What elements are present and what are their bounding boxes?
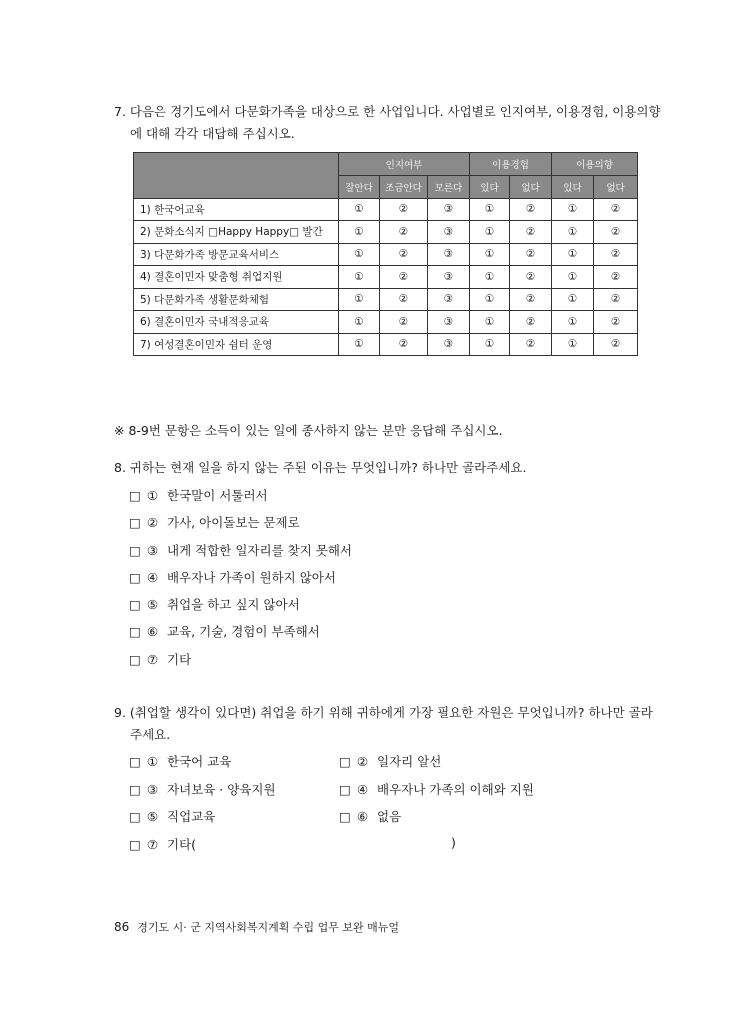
option-label: 없음 — [377, 809, 402, 824]
response-option[interactable]: ② — [380, 198, 428, 221]
response-option[interactable]: ① — [552, 198, 594, 221]
page-number: 86 — [114, 920, 130, 934]
table-row — [134, 221, 638, 244]
q8-option[interactable] — [129, 595, 300, 613]
item-header-cell — [134, 153, 339, 199]
option-number: ① — [146, 488, 159, 503]
response-option[interactable]: ① — [552, 333, 594, 356]
response-option[interactable]: ③ — [428, 333, 470, 356]
checkbox[interactable]: □ — [339, 809, 351, 824]
checkbox[interactable]: □ — [129, 782, 141, 797]
response-option[interactable]: ② — [380, 311, 428, 334]
response-option[interactable]: ① — [552, 243, 594, 266]
q8-question: 8. 귀하는 현재 일을 하지 않는 주된 이유는 무엇입니까? 하나만 골라주세요. — [114, 460, 527, 475]
subheader: 잘안다 — [339, 176, 380, 199]
response-option[interactable]: ① — [552, 311, 594, 334]
option-number: ④ — [356, 782, 369, 797]
response-option[interactable]: ② — [510, 243, 552, 266]
option-number: ① — [146, 754, 159, 769]
response-option[interactable]: ② — [594, 288, 638, 311]
option-number: ④ — [146, 570, 159, 585]
response-option[interactable]: ① — [339, 333, 380, 356]
q8-option[interactable] — [129, 568, 336, 586]
response-option[interactable]: ① — [470, 311, 510, 334]
option-label: 직업교육 — [167, 809, 216, 824]
response-option[interactable]: ② — [594, 311, 638, 334]
option-number: ③ — [146, 782, 159, 797]
checkbox[interactable]: □ — [129, 809, 141, 824]
row-label: 4) 결혼이민자 맞춤형 취업지원 — [134, 266, 339, 289]
response-option[interactable]: ① — [339, 198, 380, 221]
checkbox[interactable]: □ — [339, 782, 351, 797]
response-option[interactable]: ③ — [428, 311, 470, 334]
response-option[interactable]: ② — [510, 288, 552, 311]
table-row — [134, 333, 638, 356]
option-label: 배우자나 가족이 원하지 않아서 — [167, 570, 336, 585]
response-option[interactable]: ① — [470, 243, 510, 266]
option-label: 기타 — [167, 652, 192, 667]
group-header: 이용의향 — [552, 153, 638, 176]
option-number: ③ — [146, 543, 159, 558]
response-option[interactable]: ② — [594, 198, 638, 221]
option-number: ⑦ — [146, 837, 159, 852]
table-row — [134, 243, 638, 266]
checkbox[interactable]: □ — [129, 515, 141, 530]
option-label: 한국말이 서툴러서 — [167, 488, 268, 503]
page-footer — [114, 919, 399, 935]
q9-line2: 주세요. — [130, 727, 171, 742]
checkbox[interactable]: □ — [129, 754, 141, 769]
response-option[interactable]: ① — [552, 288, 594, 311]
option-label: 취업을 하고 싶지 않아서 — [167, 597, 300, 612]
response-option[interactable]: ② — [594, 243, 638, 266]
option-label: 자녀보육 · 양육지원 — [167, 782, 276, 797]
checkbox[interactable]: □ — [339, 754, 351, 769]
option-number: ② — [356, 754, 369, 769]
response-option[interactable]: ① — [339, 288, 380, 311]
checkbox[interactable]: □ — [129, 570, 141, 585]
row-label: 7) 여성결혼이민자 쉼터 운영 — [134, 333, 339, 356]
row-label: 1) 한국어교육 — [134, 198, 339, 221]
option-label: 내게 적합한 일자리를 찾지 못해서 — [167, 543, 352, 558]
subheader: 있다 — [470, 176, 510, 199]
option-number: ⑤ — [146, 809, 159, 824]
response-option[interactable]: ① — [470, 221, 510, 244]
option-number: ⑤ — [146, 597, 159, 612]
q9-line1: 9. (취업할 생각이 있다면) 취업을 하기 위해 귀하에게 가장 필요한 자원은 무엇입니까? 하나만 골라 — [114, 705, 653, 720]
subheader: 모른다 — [428, 176, 470, 199]
group-header: 인지여부 — [339, 153, 470, 176]
option-label: 교육, 기술, 경험이 부족해서 — [167, 624, 320, 639]
checkbox[interactable]: □ — [129, 837, 141, 852]
checkbox[interactable]: □ — [129, 652, 141, 667]
q8-option[interactable] — [129, 513, 300, 531]
option-label: 배우자나 가족의 이해와 지원 — [377, 782, 534, 797]
response-option[interactable]: ② — [510, 198, 552, 221]
q9-option[interactable] — [129, 752, 231, 770]
q9-option[interactable] — [129, 780, 276, 798]
response-option[interactable]: ① — [470, 198, 510, 221]
option-label: 한국어 교육 — [167, 754, 232, 769]
table-row — [134, 198, 638, 221]
instruction-note: ※ 8-9번 문항은 소득이 있는 일에 종사하지 않는 분만 응답해 주십시오. — [114, 423, 503, 438]
response-option[interactable]: ② — [594, 333, 638, 356]
response-option[interactable]: ① — [339, 266, 380, 289]
subheader: 조금안다 — [380, 176, 428, 199]
response-option[interactable]: ③ — [428, 288, 470, 311]
row-label: 3) 다문화가족 방문교육서비스 — [134, 243, 339, 266]
checkbox[interactable]: □ — [129, 543, 141, 558]
subheader: 있다 — [552, 176, 594, 199]
response-option[interactable]: ② — [380, 333, 428, 356]
table-row — [134, 266, 638, 289]
response-option[interactable]: ② — [510, 266, 552, 289]
option-label: 일자리 알선 — [377, 754, 442, 769]
response-option[interactable]: ③ — [428, 198, 470, 221]
option-number: ⑦ — [146, 652, 159, 667]
response-option[interactable]: ① — [339, 311, 380, 334]
q9-option-other[interactable] — [129, 835, 196, 853]
response-option[interactable]: ① — [552, 221, 594, 244]
table-row — [134, 311, 638, 334]
q7-line2: 에 대해 각각 대답해 주십시오. — [130, 126, 295, 141]
response-option[interactable]: ① — [470, 288, 510, 311]
survey-table — [133, 152, 638, 356]
response-option[interactable]: ② — [510, 311, 552, 334]
q8-option[interactable] — [129, 650, 191, 668]
checkbox[interactable]: □ — [129, 488, 141, 503]
subheader: 없다 — [510, 176, 552, 199]
response-option[interactable]: ② — [510, 333, 552, 356]
response-option[interactable]: ③ — [428, 221, 470, 244]
q9-option[interactable] — [339, 780, 534, 798]
q9-option[interactable] — [339, 752, 441, 770]
response-option[interactable]: ② — [594, 266, 638, 289]
option-number: ⑥ — [146, 624, 159, 639]
q9-option[interactable] — [129, 807, 215, 825]
row-label: 5) 다문화가족 생활문화체험 — [134, 288, 339, 311]
q8-option[interactable] — [129, 486, 268, 504]
response-option[interactable]: ① — [552, 266, 594, 289]
response-option[interactable]: ② — [510, 221, 552, 244]
response-option[interactable]: ③ — [428, 266, 470, 289]
option-number: ⑥ — [356, 809, 369, 824]
response-option[interactable]: ① — [470, 333, 510, 356]
subheader: 없다 — [594, 176, 638, 199]
response-option[interactable]: ② — [380, 243, 428, 266]
response-option[interactable]: ② — [380, 221, 428, 244]
response-option[interactable]: ③ — [428, 243, 470, 266]
option-number: ② — [146, 515, 159, 530]
response-option[interactable]: ① — [339, 243, 380, 266]
other-close-paren: ) — [451, 835, 456, 850]
q7-line1: 7. 다음은 경기도에서 다문화가족을 대상으로 한 사업입니다. 사업별로 인지여부, 이용경험, 이용의향 — [114, 104, 661, 119]
row-label: 2) 문화소식지 □Happy Happy□ 발간 — [134, 221, 339, 244]
q9-option[interactable] — [339, 807, 401, 825]
response-option[interactable]: ② — [380, 266, 428, 289]
q8-option[interactable] — [129, 622, 320, 640]
response-option[interactable]: ① — [470, 266, 510, 289]
response-option[interactable]: ① — [339, 221, 380, 244]
response-option[interactable]: ② — [380, 288, 428, 311]
q8-option[interactable] — [129, 541, 352, 559]
group-header: 이용경험 — [470, 153, 552, 176]
row-label: 6) 결혼이민자 국내적응교육 — [134, 311, 339, 334]
table-row — [134, 288, 638, 311]
option-label: 가사, 아이돌보는 문제로 — [167, 515, 300, 530]
footer-title: 경기도 시· 군 지역사회복지계획 수립 업무 보완 매뉴얼 — [137, 921, 400, 934]
checkbox[interactable]: □ — [129, 597, 141, 612]
option-label: 기타( — [167, 837, 197, 852]
checkbox[interactable]: □ — [129, 624, 141, 639]
response-option[interactable]: ② — [594, 221, 638, 244]
